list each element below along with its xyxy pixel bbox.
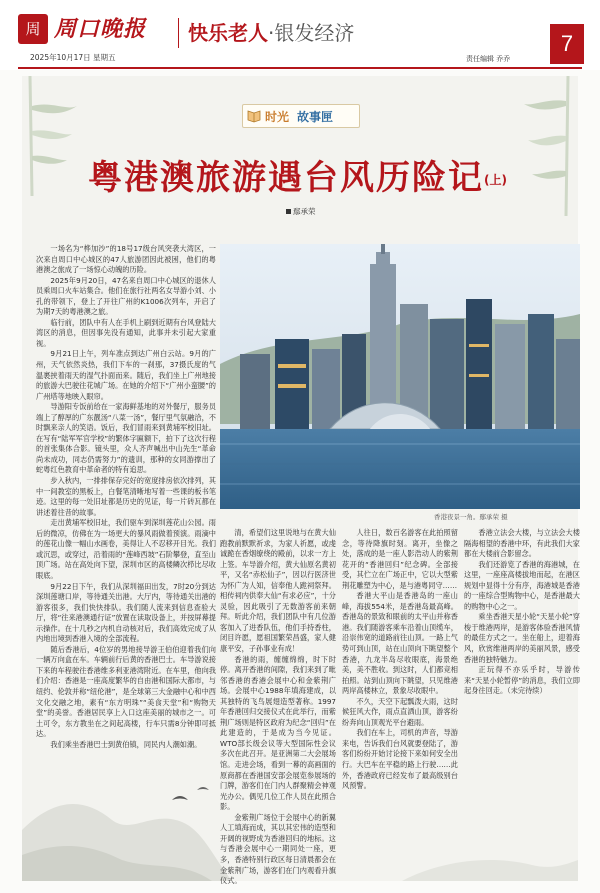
paper-logo <box>18 12 168 46</box>
paragraph: 随后香港后，4位岁的男地接导游王伯伯迎着我们向一辆万向盒在车。车辆前行后黄的香港巴士。车导游说接下来的车程驶往香港维多利亚港湾附近。在车里，他向我们介绍：香港是一座高度繁华的自由港和国际大都市，与纽约、伦敦并称“纽伦港”，是全球第三大金融中心和中西文化交融之地，素有“东方明珠”“美食天堂”和“购物天堂”的美誉。香港居民享上入口这座美丽的城市之一。可土可令，东方教坐在之间起高楼，行车只需8分钟即可抵达。 <box>36 644 216 739</box>
paragraph: 我们在车上，司机的声音，导游来电，告诉我们台风就要登陆了，游客们纷纷开始讨论接下来如何安全出行。大巴车在平稳的路上行驶……此外，香港政府已经发布了最高级别台风预警。 <box>342 728 458 791</box>
paragraph: 2025年9月20日，47名来自周口中心城区的退休人员乘周口火车站集合。他们在旅行社两名女导游小刘、小孔的带领下，登上了开往广州的K1006次列车，开启了为期7天的粤港澳之旅。 <box>36 275 216 317</box>
masthead <box>0 0 600 70</box>
byline <box>286 206 316 217</box>
section-title-sub: ·银发经济 <box>268 21 355 45</box>
paragraph: 我们乘坐香港巴士到黄伯镇，同民内人潮如潮。 <box>50 739 202 749</box>
article-headline <box>88 150 507 199</box>
paragraph: 人往日，数百名游客在此拍照留念，等待降旗时刻。离开，坐像之处，落成的是一座人影浩动人的紫荆花开的“香港回归”纪念碑。全部接受，其伫立在广场正中，它以大型紫荆花雕塑为中心，是与港粤同守…… <box>342 528 458 590</box>
paragraph: 导游阳专饭前给在一家海鲜基地的对外餐厅，服务员端上了醇厚的广东靓汤“八菜一汤”，餐厅里气氛融洽，不时飘来亲人的笑语。饭后，我们冒雨来到黄埔军校旧址。在写有“陆军军官学校”的繁体字匾额下，拍下了这次行程的首张集体合影。镜头里，众人齐声喊出中山先生“革命尚未成功，同志仍需努力”的遗训，那种的女同游撑出了蛇粤红色教育中革命者的特有追思。 <box>36 402 216 475</box>
open-book-icon <box>247 109 261 122</box>
paragraph: 清，希望们这里说地与在黄大仙跑教前默默祈求，为家人祈愿，或虔诚跪在香烟缭绕的殿前，以求一方上上签。车导游介绍，黄大仙原名黄初平，又名“赤松仙子”，因以行医济世为怀广为人知，信奉他人跪祠祭拜。相传祠内供奉大仙“有求必应”，十分灵验，因此吸引了无数游客前来朝拜。听此介绍，我们团队中有几位游客加入了进香队伍，他们手持香柱，闭目许愿，愿祖国繁荣昌盛，家人健康平安，子孙事业有成！ <box>220 528 336 654</box>
bamboo-right-icon <box>520 76 578 216</box>
headline-text: 粤港澳旅游遇台风历险记 <box>88 158 484 198</box>
date-line: 2025年10月17日 星期五 <box>30 53 116 62</box>
hong-kong-skyline-illustration <box>220 244 580 509</box>
paragraph: 9月22日下午，我们从深圳福田出发，7时20分到达深圳莲塘口岸，等待通关出港。大厅内，等待通关出港的游客很多，我们快快排队。我们随人流来到信息查验大厅，将“往来港澳通行证”放置在读取设备上，并按屏幕提示操作。在十几秒之内机自动核对后，我们高效完成了从内地出境到香港入境的全部流程。 <box>36 581 216 644</box>
masthead-divider <box>178 18 179 48</box>
paragraph: 临行前，团队中有人在手机上刷到近期有台风登陆大湾区的消息，但因事先没有通知，此事并未引起大家重视。 <box>36 317 216 348</box>
paragraph: 香港立法会大楼，与立法会大楼隔海相望的香港中环，有此我们大家都在大楼前合影留念。 <box>464 528 580 559</box>
paragraph: 乘坐香港天星小轮“天星小轮”穿梭于维港两岸，是游客体验香港风情的最佳方式之一。坐在船上，迎着海风，欣赏维港两岸的美丽风景，感受香港的独特魅力。 <box>464 612 580 664</box>
paragraph: 金紫荆广场位于会展中心的新翼人工填海而成，其以其宏伟的造型和开阔的视野成为香港回归的地标。这与香港会展中心一期同处一座，更多，香港特别行政区每日清晨都会在金紫荆广场，游客们在门内观看升旗仪式。 <box>220 812 336 886</box>
paragraph: 香港大平山是香港岛的一座山峰，海拔554米，是香港岛最高峰。香港岛的景致和眼前的太平山并称香港。我们随游客乘车沿着山顶缆车，沿崇伟宽的道路前往山顶。一路上气势可到山顶，站在山顶向下眺望整个香港，九龙半岛尽收眼底，海景绝美，美不胜收。到这时，人们都竞相拍照。站到山顶向下眺望，只见维港两岸高楼林立，景象尽收眼中。 <box>342 591 458 696</box>
bamboo-left-icon <box>22 76 92 196</box>
column-badge <box>242 104 360 128</box>
byline-square-icon <box>286 209 291 214</box>
paragraph: 步入秋内，一排排保存完好的宽度排房依次排列，其中一间教室的黑板上，白餐笔清晰地写着一些课的板书笔迹。这里的每一处旧址都是历史的见证，每一片砖瓦都在讲述着往昔的故事。 <box>36 476 216 517</box>
article-column-2 <box>220 528 336 886</box>
column-badge-part1: 时光 <box>265 110 290 124</box>
page-number: 7 <box>550 24 584 64</box>
photo-caption: 香港夜景一角。鄢承荣 摄 <box>434 513 508 521</box>
paragraph: 我们还游览了香港的海港城，在这里，一座座高楼拔地而起，在港区规划中显得十分有序，海港城是香港的一座综合型购物中心，是香港最大的购物中心之一。 <box>464 559 580 611</box>
article-column-1 <box>36 244 216 884</box>
paragraph: 香港的雨，缠缠绵绵，时下时停。离开香港的间隙，我们来到了毗邻香港的香港会展中心和金紫荆广场。会展中心1988年填海建成，以其独特的飞鸟展翅造型著称。1997年香港回归交接仪式在此举行，而紫荆广场则是特区政府为纪念“回归”在此建造的，于是成为当今见证。WTO部长级会议等大型国际性会议多次在此召开。是亚洲第二大会展场馆。走进会场，看到一幕的高画面的原商都在香港国安部会展览参展场的门牌，游客们在门内人群聚精会神观光办公。偶见几位工作人员在此照合影。 <box>220 654 336 812</box>
paragraph: 走出黄埔军校旧址，我们驱车到深圳莲花山公园。雨后的微凉，仿佛在为一场更大的暴风雨做着预演。雨滴中的莲花山像一幅山水画卷，美得让人不忍移开目光。我们或沉思，或穿过，沿着雨的“莲峰西坡”石阶攀登，直至山顶广场。站在高处向下望，深圳市区的高楼鳞次栉比尽收眼底。 <box>36 518 216 580</box>
paragraph: 正玩得不亦乐乎时，导游传来“天星小轮暂停”的消息，我们立即起身往回走。（未完待续） <box>464 665 580 696</box>
paragraph: 不久，天空下起瓢泼大雨，这时候狂风大作，雨点直洒山顶，游客纷纷奔向山顶观光平台避雨。 <box>342 696 458 727</box>
section-title <box>188 18 354 48</box>
paragraph: 9月21日上午，列车准点到达广州白云站。9月的广州，天气依然炎热，我们下车的一刹那，37摄氏度的气温裹挟着雨天的湿气扑面而来。随后，我们坐上广州地接的旅游大巴驶往花城广场。在她的介绍下“广州小蛮腰”的广州塔等地映入眼帘。 <box>36 349 216 401</box>
column-badge-part2: 故事匣 <box>297 110 334 124</box>
section-title-main: 快乐老人 <box>188 21 268 45</box>
headline-part: (上) <box>484 173 507 187</box>
article-column-4 <box>464 528 580 878</box>
paper-logo-seal-icon: 周 <box>18 14 48 44</box>
paragraph: 一场名为“桦加沙”的18号17级台风突袭大湾区，一次来自周口中心城区的47人旅游团因此被困，他们的粤港澳之旅成了一场惊心动魄的历险。 <box>36 244 216 275</box>
paper-name: 周口晚报 <box>54 16 147 42</box>
responsible-editor: 责任编辑 乔乔 <box>466 55 511 63</box>
article-column-3 <box>342 528 458 878</box>
article-photo <box>220 244 580 509</box>
byline-author: 鄢承荣 <box>293 207 316 216</box>
masthead-rule <box>18 67 582 69</box>
